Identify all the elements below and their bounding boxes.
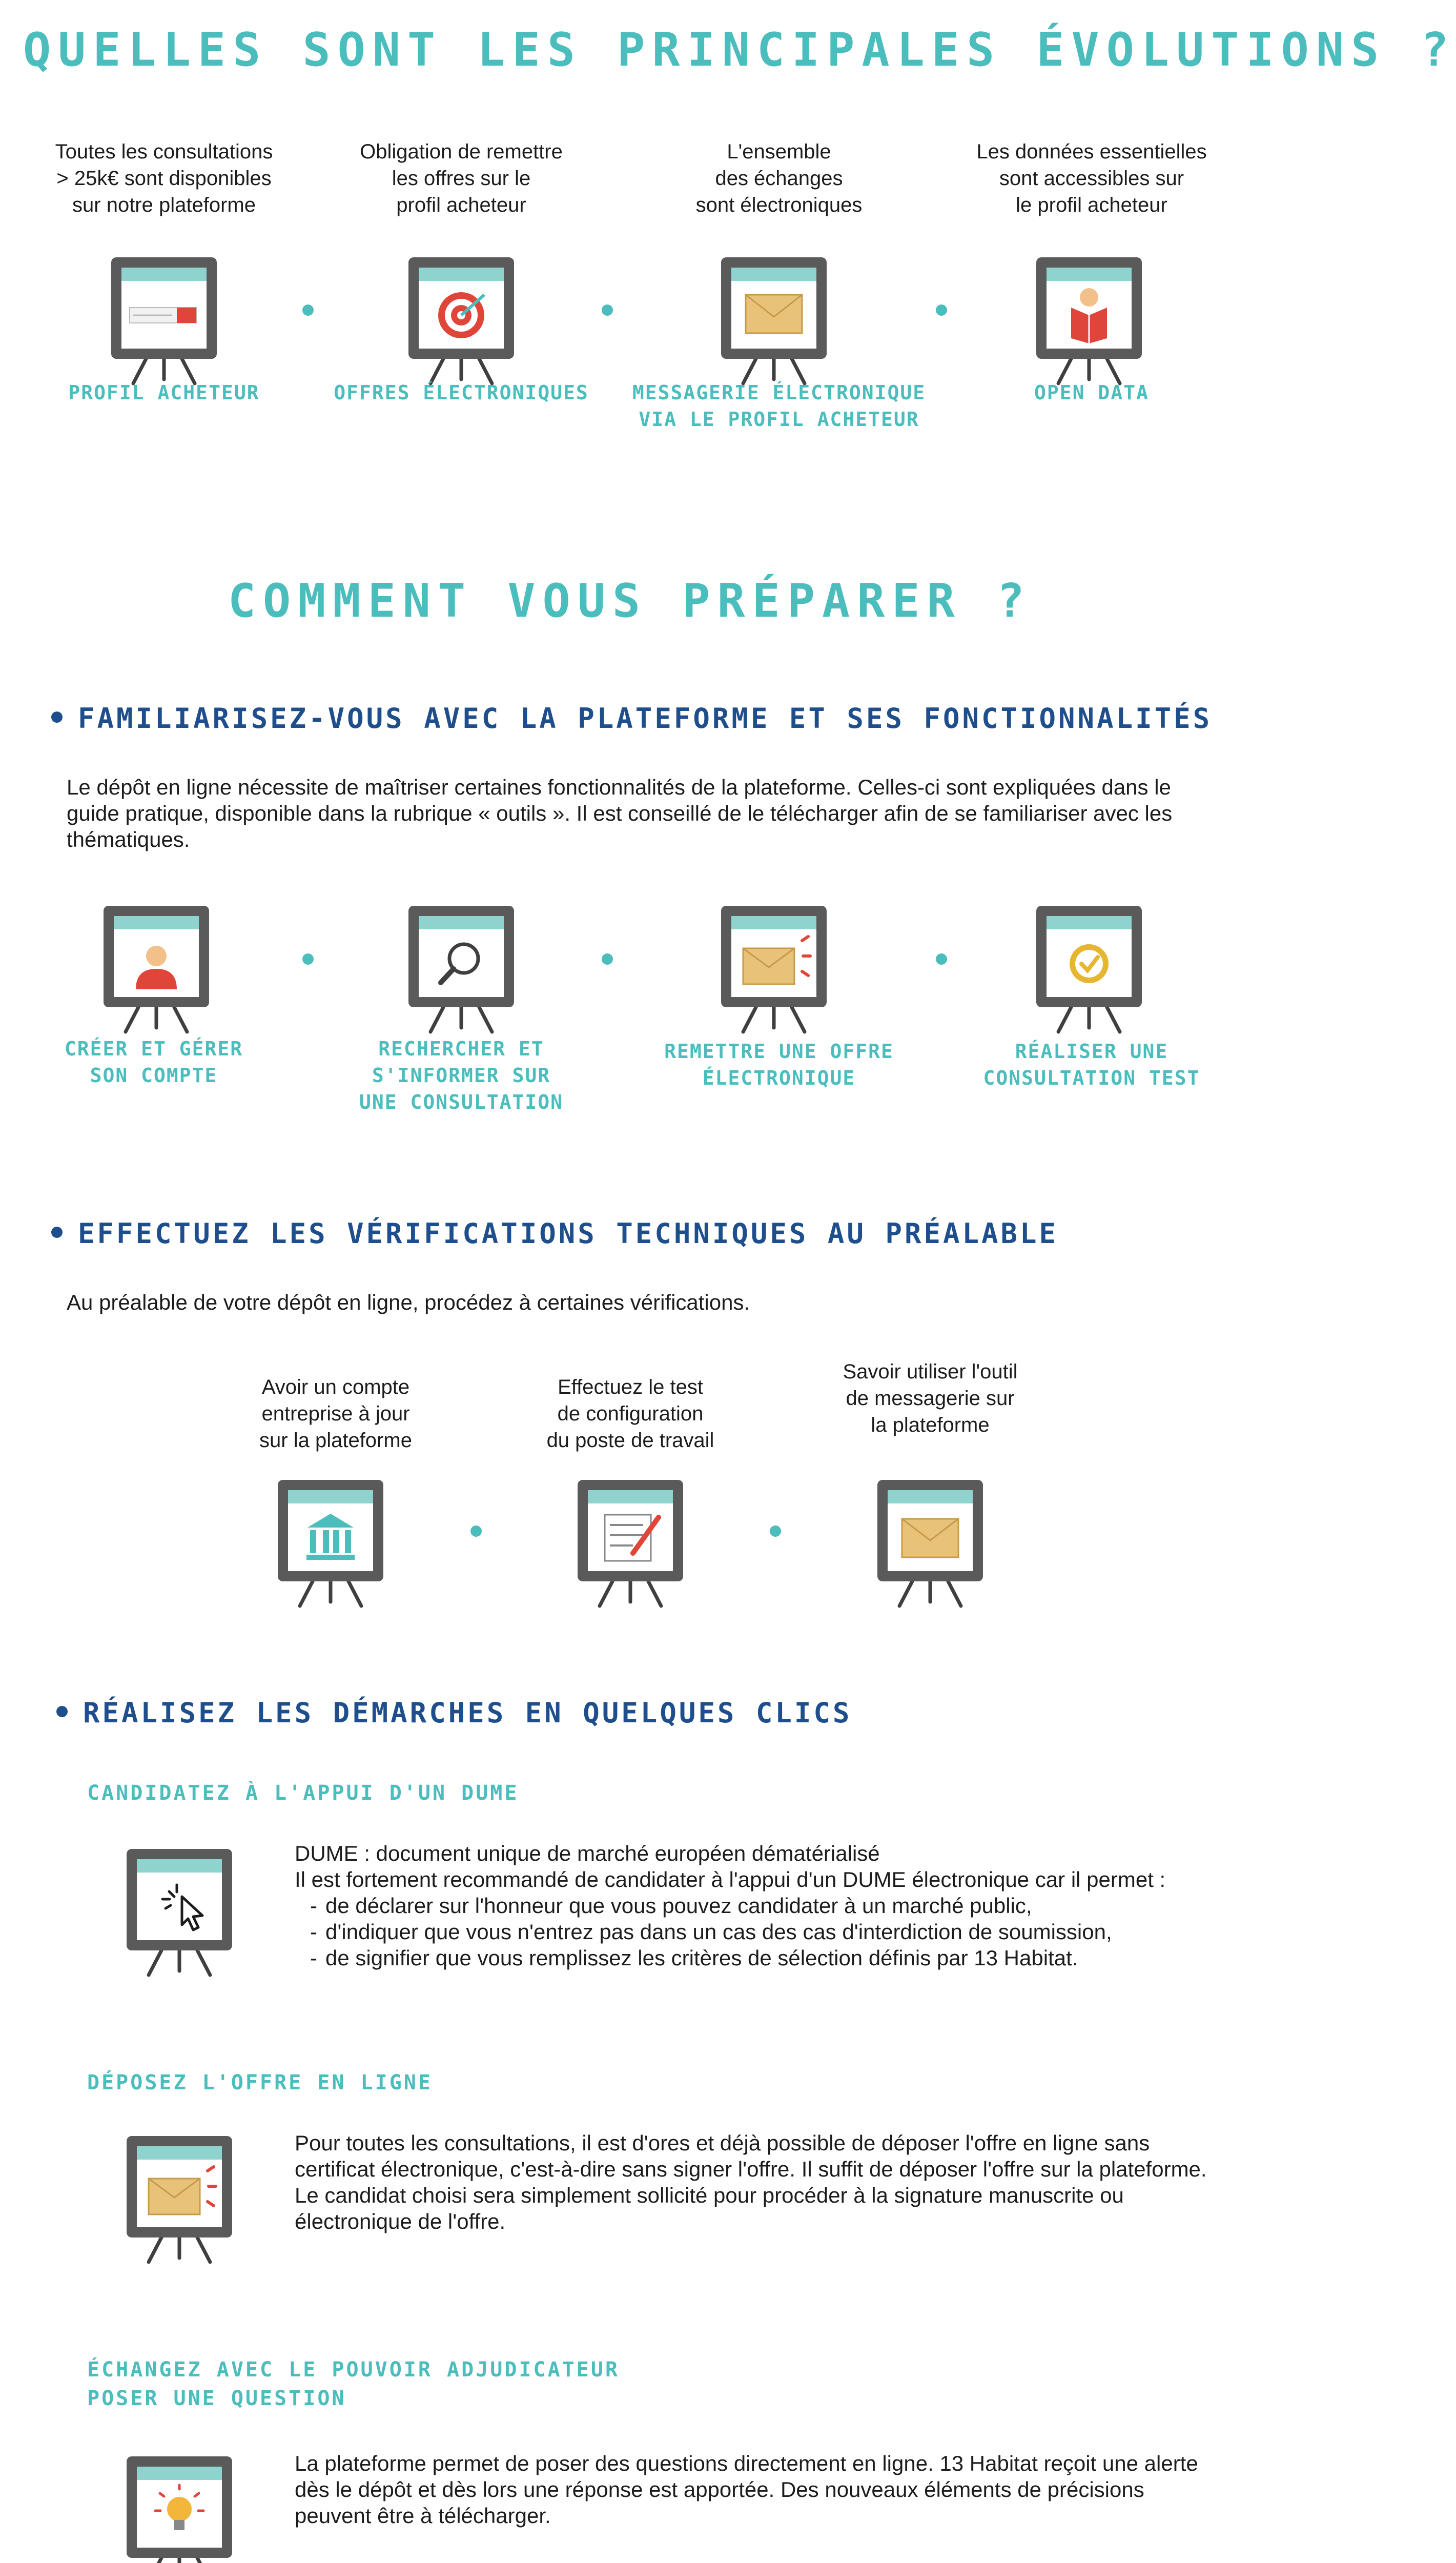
deposit-text	[295, 2130, 1212, 2234]
cursor-click-icon	[126, 1848, 233, 1976]
evolution-label-4: OPEN DATA	[1034, 381, 1149, 404]
separator-dot	[602, 953, 613, 965]
dume-title: CANDIDATEZ À L'APPUI D'UN DUME	[87, 1781, 519, 1805]
familiarize-text: Le dépôt en ligne nécessite de maîtriser certaines fonctionnalités de la plateforme. Celles-ci sont expliquées dans le guide pratique, disponible dans la rubrique « outils ». Il est conseillé de le télécharger afin de se familiariser avec les thématiques.	[67, 775, 1173, 851]
familiarize-label-1: CRÉER ET GÉRER SON COMPTE	[64, 1038, 243, 1087]
steps-heading-text: RÉALISEZ LES DÉMARCHES EN QUELQUES CLICS	[83, 1697, 852, 1729]
user-icon	[102, 905, 210, 1033]
deposit-title: DÉPOSEZ L'OFFRE EN LIGNE	[87, 2071, 433, 2094]
separator-dot	[602, 304, 613, 316]
envelope-send-icon	[720, 905, 828, 1033]
dume-bullet-3: - de signifier que vous remplissez les critères de sélection définis par 13 Habitat.	[295, 1945, 1212, 1971]
bullet-dot	[51, 711, 63, 723]
evolution-caption-3: L'ensemble des échanges sont électroniques	[695, 140, 863, 216]
separator-dot	[936, 304, 947, 316]
dume-bullet-2: - d'indiquer que vous n'entrez pas dans un cas des cas d'interdiction de soumission,	[295, 1919, 1212, 1945]
envelope-send-icon	[126, 2135, 233, 2263]
verify-heading	[51, 1217, 1058, 1250]
bullet-dot	[51, 1227, 63, 1238]
envelope-icon	[720, 256, 828, 384]
familiarize-label-3: REMETTRE UNE OFFRE ÉLECTRONIQUE	[664, 1040, 894, 1089]
familiarize-heading	[51, 702, 1212, 735]
evolution-label-2: OFFRES ÉLECTRONIQUES	[334, 381, 589, 404]
verify-caption-1: Avoir un compte entreprise à jour sur la plateforme	[259, 1376, 412, 1452]
prepare-title: COMMENT VOUS PRÉPARER ?	[228, 574, 1032, 628]
deposit-p2: Le candidat choisi sera simplement sollicité pour procéder à la signature manuscrite ou électronique de l'offre.	[295, 2183, 1124, 2233]
bank-icon	[277, 1479, 384, 1607]
verify-caption-3: Savoir utiliser l'outil de messagerie sur la plateforme	[843, 1360, 1018, 1436]
envelope-icon	[876, 1479, 984, 1607]
familiarize-label-4: RÉALISER UNE CONSULTATION TEST	[983, 1040, 1200, 1089]
evolutions-title: QUELLES SONT LES PRINCIPALES ÉVOLUTIONS ?	[23, 23, 1456, 77]
question-text	[295, 2450, 1212, 2529]
target-icon	[407, 256, 515, 384]
familiarize-heading-text: FAMILIARISEZ-VOUS AVEC LA PLATEFORME ET SES FONCTIONNALITÉS	[78, 702, 1213, 735]
evolution-label-3: MESSAGERIE ÉLECTRONIQUE VIA LE PROFIL ACHETEUR	[632, 381, 926, 431]
deposit-p1: Pour toutes les consultations, il est d'ores et déjà possible de déposer l'offre en ligne sans certificat électronique, c'est-à-dire sans signer l'offre. Il suffit de déposer l'offre sur la plateforme.	[295, 2131, 1207, 2181]
magnifier-icon	[407, 905, 515, 1033]
check-badge-icon	[1035, 905, 1143, 1033]
separator-dot	[302, 953, 314, 965]
dume-bullets	[295, 1893, 1212, 1971]
browser-icon	[110, 256, 218, 384]
separator-dot	[770, 1525, 781, 1537]
dume-line-1: DUME : document unique de marché européen dématérialisé	[295, 1841, 880, 1865]
steps-heading	[56, 1697, 852, 1729]
dume-line-2: Il est fortement recommandé de candidater à l'appui d'un DUME électronique car il permet :	[295, 1867, 1166, 1891]
reader-icon	[1035, 256, 1143, 384]
bullet-dot	[56, 1706, 68, 1717]
evolution-caption-2: Obligation de remettre les offres sur le profil acheteur	[360, 140, 563, 216]
question-p1: La plateforme permet de poser des questions directement en ligne. 13 Habitat reçoit une alerte dès le dépôt et dès lors une réponse est apportée. Des nouveaux éléments de précisions peuvent être à télécharger.	[295, 2451, 1198, 2528]
separator-dot	[936, 953, 947, 965]
dume-text	[295, 1840, 1212, 1971]
verify-heading-text: EFFECTUEZ LES VÉRIFICATIONS TECHNIQUES AU PRÉALABLE	[78, 1217, 1059, 1250]
dume-bullet-1: - de déclarer sur l'honneur que vous pouvez candidater à un marché public,	[295, 1893, 1212, 1919]
form-pen-icon	[577, 1479, 684, 1607]
evolution-caption-1: Toutes les consultations > 25k€ sont disponibles sur notre plateforme	[55, 140, 273, 216]
evolution-label-1: PROFIL ACHETEUR	[68, 381, 260, 404]
verify-text: Au préalable de votre dépôt en ligne, procédez à certaines vérifications.	[67, 1290, 750, 1314]
question-title: ÉCHANGEZ AVEC LE POUVOIR ADJUDICATEUR POSER UNE QUESTION	[87, 2358, 620, 2410]
familiarize-label-2: RECHERCHER ET S'INFORMER SUR UNE CONSULTATION	[359, 1038, 564, 1113]
evolution-caption-4: Les données essentielles sont accessibles sur le profil acheteur	[976, 140, 1207, 216]
separator-dot	[302, 304, 314, 316]
separator-dot	[470, 1525, 482, 1537]
lightbulb-icon	[126, 2455, 233, 2563]
verify-caption-2: Effectuez le test de configuration du poste de travail	[546, 1376, 714, 1452]
